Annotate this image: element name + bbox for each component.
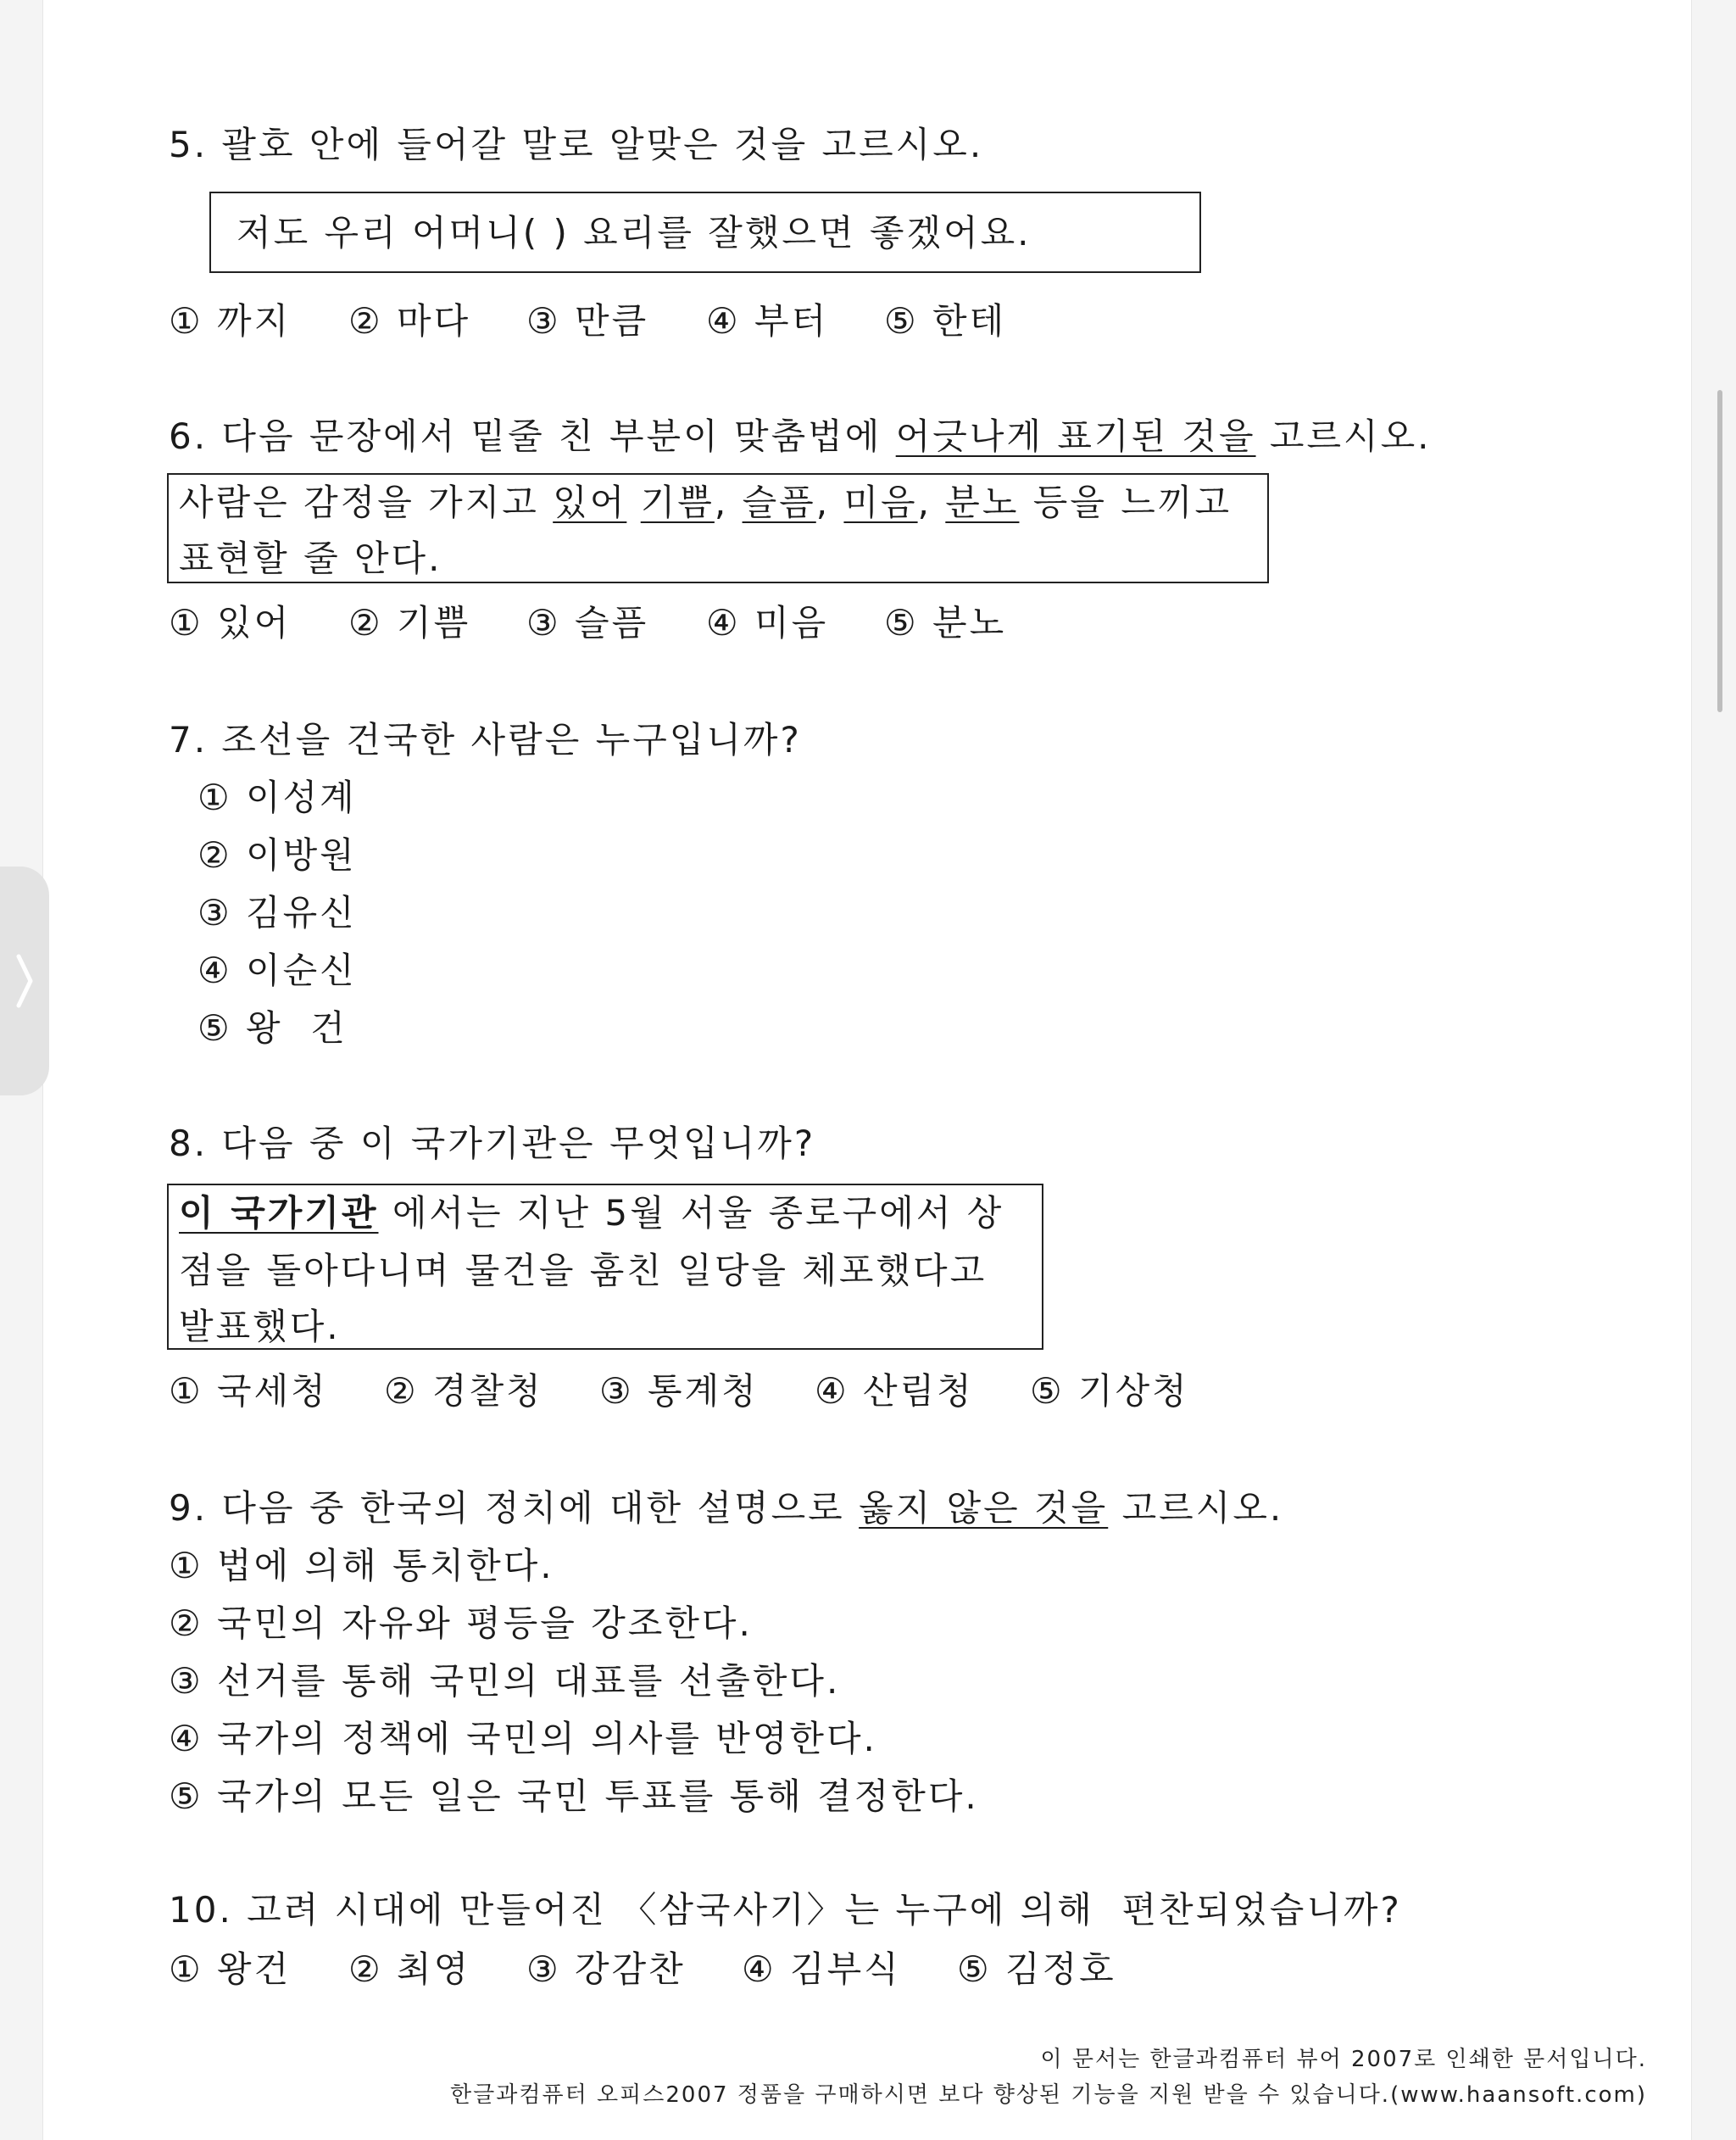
q9-prompt-end: 고르시오. [1108,1487,1284,1529]
q8-box [167,1184,1043,1350]
q7-option-1: ① 이성계 [198,777,357,818]
q6-text: 등을 느끼고 [1019,482,1232,523]
q5-choice-2: ② 마다 [348,300,471,342]
q9-option-5: ⑤ 국가의 모든 일은 국민 투표를 통해 결정한다. [169,1775,979,1817]
q8-box-line3: 발표했다. [179,1306,341,1347]
q9-prompt-text: 9. 다음 중 한국의 정치에 대한 설명으로 [169,1487,860,1529]
footer-line-2: 한글과컴퓨터 오피스2007 정품을 구매하시면 보다 향상된 기능을 지원 받을 수 있습니다.(www.haansoft.com) [450,2082,1647,2108]
q6-choice-3: ③ 슬픔 [526,602,649,644]
q6-box [167,473,1269,583]
q10-choice-5: ⑤ 김정호 [957,1948,1116,1990]
document-page [42,0,1692,2140]
q6-text: , [917,482,946,523]
q5-prompt: 5. 괄호 안에 들어갈 말로 알맞은 것을 고르시오. [169,124,984,165]
q6-prompt-underlined: 어긋나게 표기된 것을 [895,415,1256,457]
chevron-right-icon [14,951,36,1011]
q6-underlined-word: 분노 [945,482,1020,523]
side-panel-toggle[interactable] [0,867,49,1095]
q8-box-line2: 점을 돌아다니며 물건을 훔친 일당을 체포했다고 [179,1250,988,1291]
q5-choice-5: ⑤ 한테 [884,300,1007,342]
q6-text [626,482,640,523]
vertical-scrollbar[interactable] [1717,390,1722,712]
q8-prompt: 8. 다음 중 이 국가기관은 무엇입니까? [169,1123,816,1164]
q6-choice-2: ② 기쁨 [348,602,471,644]
q6-prompt-text: 6. 다음 문장에서 밑줄 친 부분이 맞춤법에 [169,415,896,457]
q7-option-3: ③ 김유신 [198,892,357,933]
q9-option-3: ③ 선거를 통해 국민의 대표를 선출한다. [169,1660,841,1702]
q9-option-4: ④ 국가의 정책에 국민의 의사를 반영한다. [169,1718,877,1759]
q8-box-line1 [179,1192,1004,1234]
q10-choice-1: ① 왕건 [169,1948,292,1990]
q6-underlined-word: 슬픔 [742,482,816,523]
q6-choice-1: ① 있어 [169,602,292,644]
q6-text: , [714,482,743,523]
q6-prompt-end: 고르시오. [1255,415,1432,457]
q6-prompt [169,415,1432,457]
q8-choice-5: ⑤ 기상청 [1030,1370,1189,1412]
q6-underlined-word: 기쁨 [640,482,715,523]
q7-prompt: 7. 조선을 건국한 사람은 누구입니까? [169,719,802,761]
q6-box-line1 [179,482,1232,523]
q5-choice-3: ③ 만큼 [526,300,649,342]
q9-prompt [169,1487,1284,1529]
q9-option-2: ② 국민의 자유와 평등을 강조한다. [169,1602,753,1644]
q8-line1-text: 에서는 지난 5월 서울 종로구에서 상 [378,1192,1004,1234]
q10-choice-2: ② 최영 [348,1948,471,1990]
q7-option-4: ④ 이순신 [198,950,357,991]
q8-choice-1: ① 국세청 [169,1370,328,1412]
q5-choice-1: ① 까지 [169,300,292,342]
q9-prompt-underlined: 옳지 않은 것을 [859,1487,1109,1529]
q6-underlined-word: 있어 [553,482,627,523]
q6-box-line2: 표현할 줄 안다. [179,538,442,579]
q6-underlined-word: 미음 [843,482,918,523]
q5-box-text: 저도 우리 어머니( ) 요리를 잘했으면 좋겠어요. [236,212,1032,254]
q8-choice-4: ④ 산림청 [815,1370,974,1412]
q7-option-2: ② 이방원 [198,834,357,876]
q5-choice-4: ④ 부터 [706,300,829,342]
q9-option-1: ① 법에 의해 통치한다. [169,1545,554,1586]
q10-choice-3: ③ 강감찬 [526,1948,686,1990]
q6-choice-5: ⑤ 분노 [884,602,1007,644]
q8-choice-3: ③ 통계청 [599,1370,759,1412]
q6-text: , [815,482,844,523]
q10-prompt: 10. 고려 시대에 만들어진 〈삼국사기〉는 누구에 의해 편찬되었습니까? [169,1889,1402,1931]
q6-text: 사람은 감정을 가지고 [179,482,554,523]
footer-line-1: 이 문서는 한글과컴퓨터 뷰어 2007로 인쇄한 문서입니다. [1040,2047,1647,2072]
q8-choice-2: ② 경찰청 [384,1370,543,1412]
q5-box [209,192,1201,273]
q6-choice-4: ④ 미음 [706,602,829,644]
q8-bold-term: 이 국가기관 [179,1192,379,1234]
q7-option-5: ⑤ 왕 건 [198,1007,348,1049]
q10-choice-4: ④ 김부식 [742,1948,901,1990]
